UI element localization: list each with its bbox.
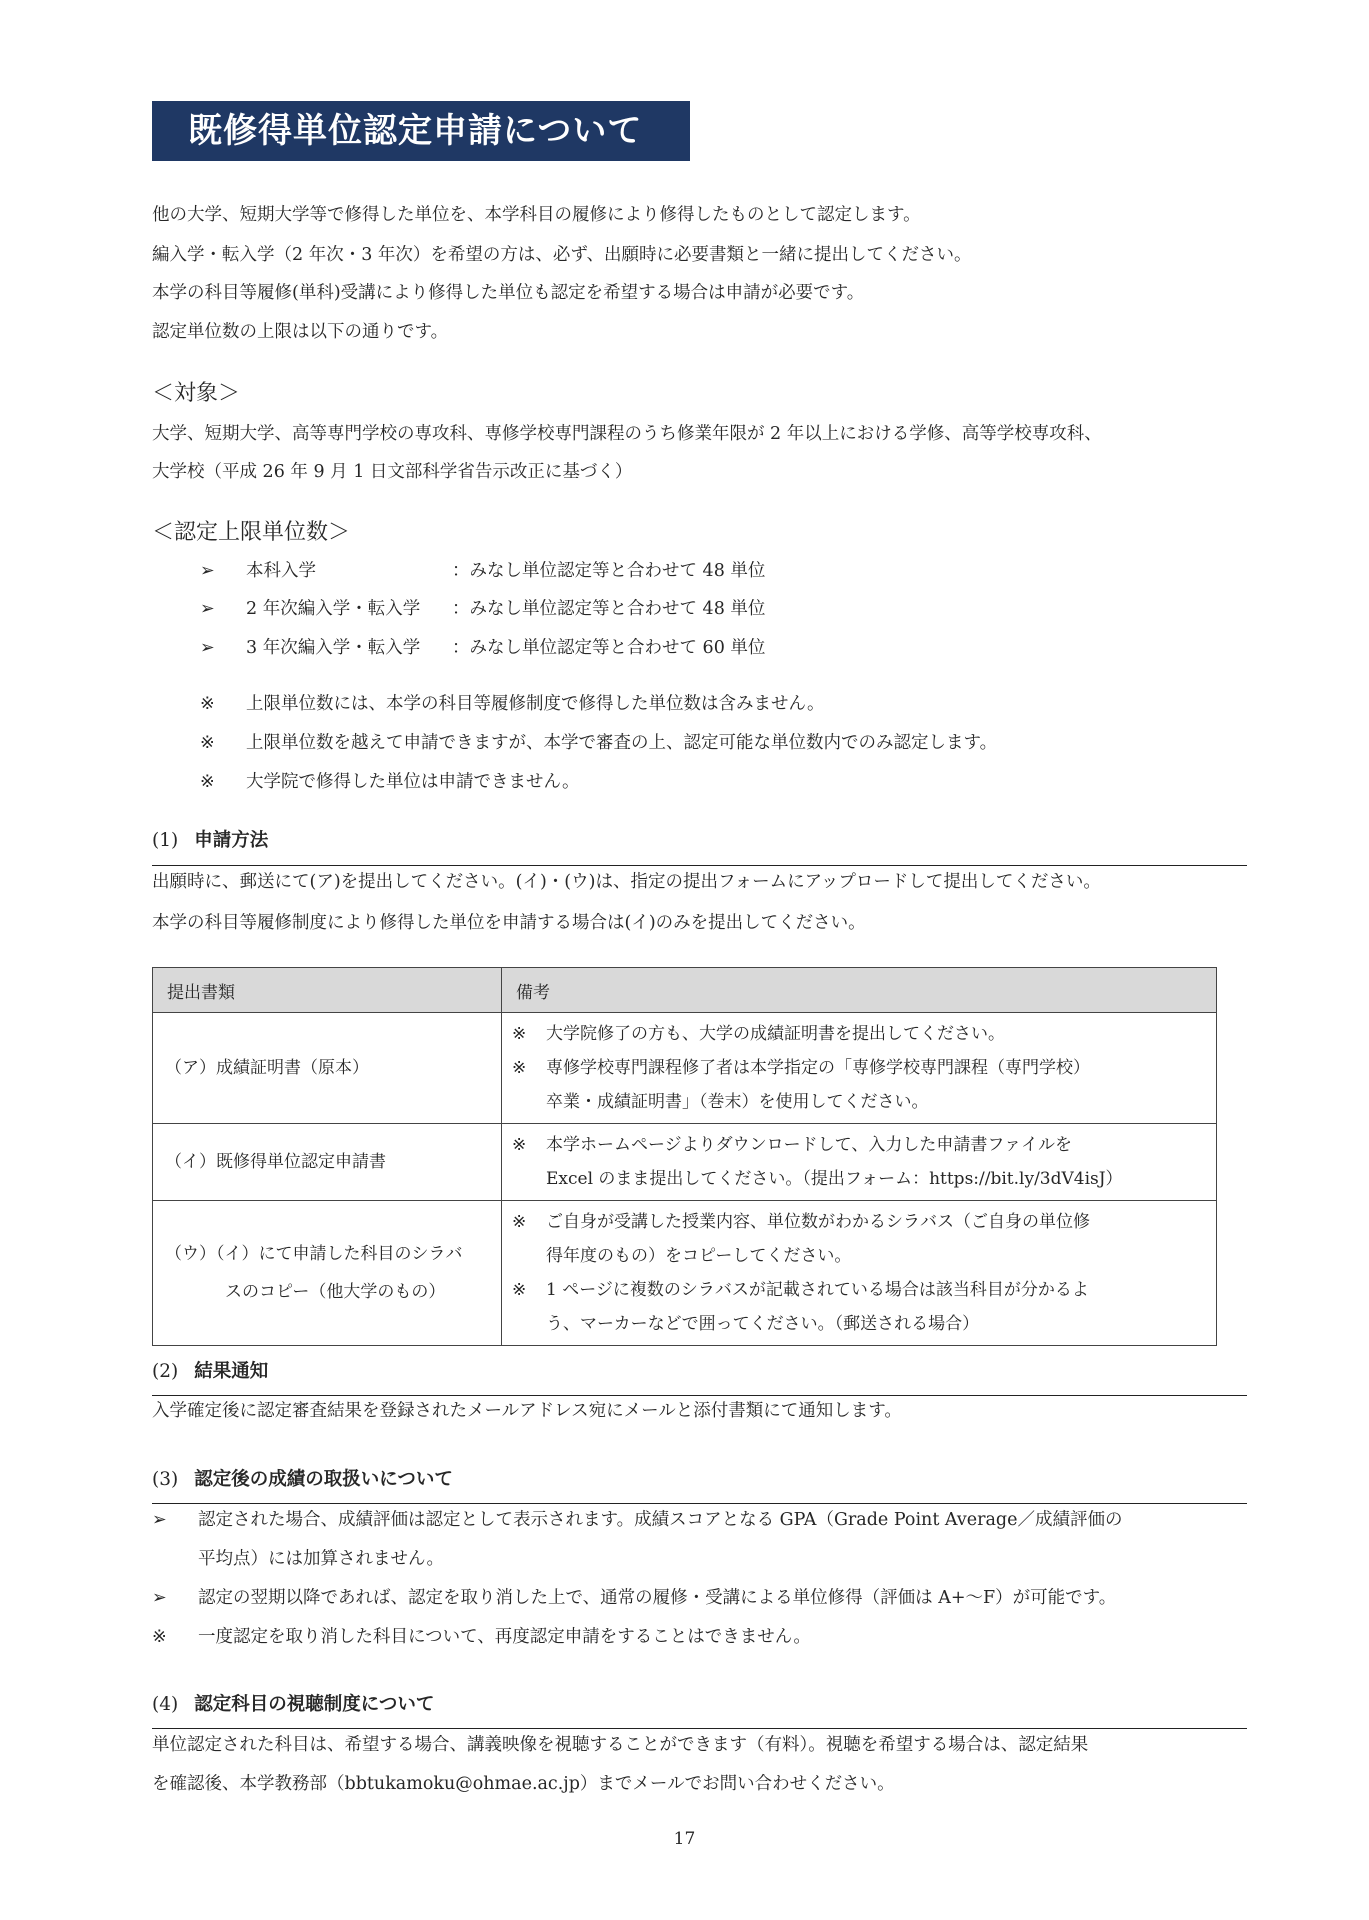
- table-row: [153, 1201, 1217, 1346]
- note-mark: ※: [152, 1627, 167, 1647]
- note-mark: ※: [512, 1058, 527, 1078]
- limit-note: ※ 上限単位数には、本学の科目等履修制度で修得した単位数は含みません。: [200, 694, 825, 714]
- method-line: 本学の科目等履修制度により修得した単位を申請する場合は(イ)のみを提出してください。: [152, 913, 866, 933]
- intro-line: 本学の科目等履修(単科)受講により修得した単位も認定を希望する場合は申請が必要です。: [152, 283, 865, 303]
- section-title: (4) 認定科目の視聴制度について: [152, 1694, 435, 1715]
- table-cell-document: （ア）成績証明書（原本）: [153, 1013, 502, 1124]
- table-header-row: [153, 968, 1217, 1013]
- arrow-bullet-icon: ➢: [152, 1588, 167, 1608]
- intro-line: 認定単位数の上限は以下の通りです。: [152, 322, 449, 342]
- target-line: 大学、短期大学、高等専門学校の専攻科、専修学校専門課程のうち修業年限が 2 年以上における学修、高等学校専攻科、: [152, 424, 1102, 444]
- note-mark: ※: [512, 1024, 527, 1044]
- table-header: 備考: [502, 968, 1217, 1013]
- table-cell-notes: ※ 本学ホームページよりダウンロードして、入力した申請書ファイルを Excel のまま提出してください。（提出フォーム：https://bit.ly/3dV4isJ）: [502, 1124, 1217, 1201]
- section-title: (3) 認定後の成績の取扱いについて: [152, 1469, 453, 1490]
- table-cell-document: （ウ）（イ）にて申請した科目のシラバ スのコピー（他大学のもの）: [153, 1201, 502, 1346]
- arrow-bullet-icon: ➢: [200, 599, 215, 619]
- note-mark: ※: [200, 772, 215, 792]
- limit-value: ：みなし単位認定等と合わせて 60 単位: [452, 638, 766, 658]
- note-mark: ※: [200, 694, 215, 714]
- method-line: 出願時に、郵送にて(ア)を提出してください。(イ)・(ウ)は、指定の提出フォームにアップロードして提出してください。: [152, 872, 1101, 892]
- section-title: (2) 結果通知: [152, 1361, 269, 1382]
- limits-heading: ＜認定上限単位数＞: [152, 520, 351, 545]
- grades-item: ➢ 認定された場合、成績評価は認定として表示されます。成績スコアとなる GPA（Grade Point Average／成績評価の 平均点）には加算されません。: [152, 1510, 1123, 1569]
- note-mark: ※: [512, 1135, 527, 1155]
- note-mark: ※: [512, 1280, 527, 1300]
- intro-line: 編入学・転入学（2 年次・3 年次）を希望の方は、必ず、出願時に必要書類と一緒に提出してください。: [152, 245, 972, 265]
- limit-label: 2 年次編入学・転入学: [246, 599, 421, 619]
- section-rule: [152, 1728, 1247, 1729]
- limit-value: ：みなし単位認定等と合わせて 48 単位: [452, 599, 766, 619]
- documents-table: [152, 967, 1217, 1346]
- limit-item: [200, 597, 1000, 621]
- section-rule: [152, 1503, 1247, 1504]
- limit-item: [200, 636, 1000, 660]
- page-title: 既修得単位認定申請について: [152, 101, 690, 161]
- page-number: 17: [673, 1829, 696, 1849]
- table-row: [153, 1013, 1217, 1124]
- table-cell-notes: ※ ご自身が受講した授業内容、単位数がわかるシラバス（ご自身の単位修 得年度のもの）をコピーしてください。 ※ 1 ページに複数のシラバスが記載されている場合は該当科目が分かるよ う、マーカーなどで囲ってください。（郵送される場合）: [502, 1201, 1217, 1346]
- target-heading: ＜対象＞: [152, 381, 241, 406]
- limit-label: 3 年次編入学・転入学: [246, 638, 421, 658]
- section-rule: [152, 1395, 1247, 1396]
- table-header: 提出書類: [153, 968, 502, 1013]
- table-cell-document: （イ）既修得単位認定申請書: [153, 1124, 502, 1201]
- grades-item: ➢ 認定の翌期以降であれば、認定を取り消した上で、通常の履修・受講による単位修得（評価は A+〜F）が可能です。: [152, 1588, 1117, 1608]
- result-line: 入学確定後に認定審査結果を登録されたメールアドレス宛にメールと添付書類にて通知します。: [152, 1401, 902, 1421]
- limit-value: ：みなし単位認定等と合わせて 48 単位: [452, 561, 766, 581]
- viewing-line: を確認後、本学教務部（bbtukamoku@ohmae.ac.jp）までメールでお問い合わせください。: [152, 1774, 895, 1794]
- table-cell-notes: ※ 大学院修了の方も、大学の成績証明書を提出してください。 ※ 専修学校専門課程修了者は本学指定の「専修学校専門課程（専門学校） 卒業・成績証明書」（巻末）を使用してください。: [502, 1013, 1217, 1124]
- limit-item: [200, 559, 1000, 583]
- section-rule: [152, 865, 1247, 866]
- intro-line: 他の大学、短期大学等で修得した単位を、本学科目の履修により修得したものとして認定します。: [152, 205, 921, 225]
- grades-item: ※ 一度認定を取り消した科目について、再度認定申請をすることはできません。: [152, 1627, 811, 1647]
- table-row: [153, 1124, 1217, 1201]
- arrow-bullet-icon: ➢: [200, 638, 215, 658]
- note-mark: ※: [512, 1212, 527, 1232]
- viewing-line: 単位認定された科目は、希望する場合、講義映像を視聴することができます（有料）。視聴を希望する場合は、認定結果: [152, 1735, 1089, 1755]
- note-mark: ※: [200, 733, 215, 753]
- limit-note: ※ 大学院で修得した単位は申請できません。: [200, 772, 580, 792]
- target-line: 大学校（平成 26 年 9 月 1 日文部科学省告示改正に基づく）: [152, 462, 633, 482]
- limit-label: 本科入学: [246, 561, 316, 581]
- arrow-bullet-icon: ➢: [152, 1510, 167, 1530]
- section-title: (1) 申請方法: [152, 830, 269, 851]
- arrow-bullet-icon: ➢: [200, 561, 215, 581]
- limit-note: ※ 上限単位数を越えて申請できますが、本学で審査の上、認定可能な単位数内でのみ認定します。: [200, 733, 998, 753]
